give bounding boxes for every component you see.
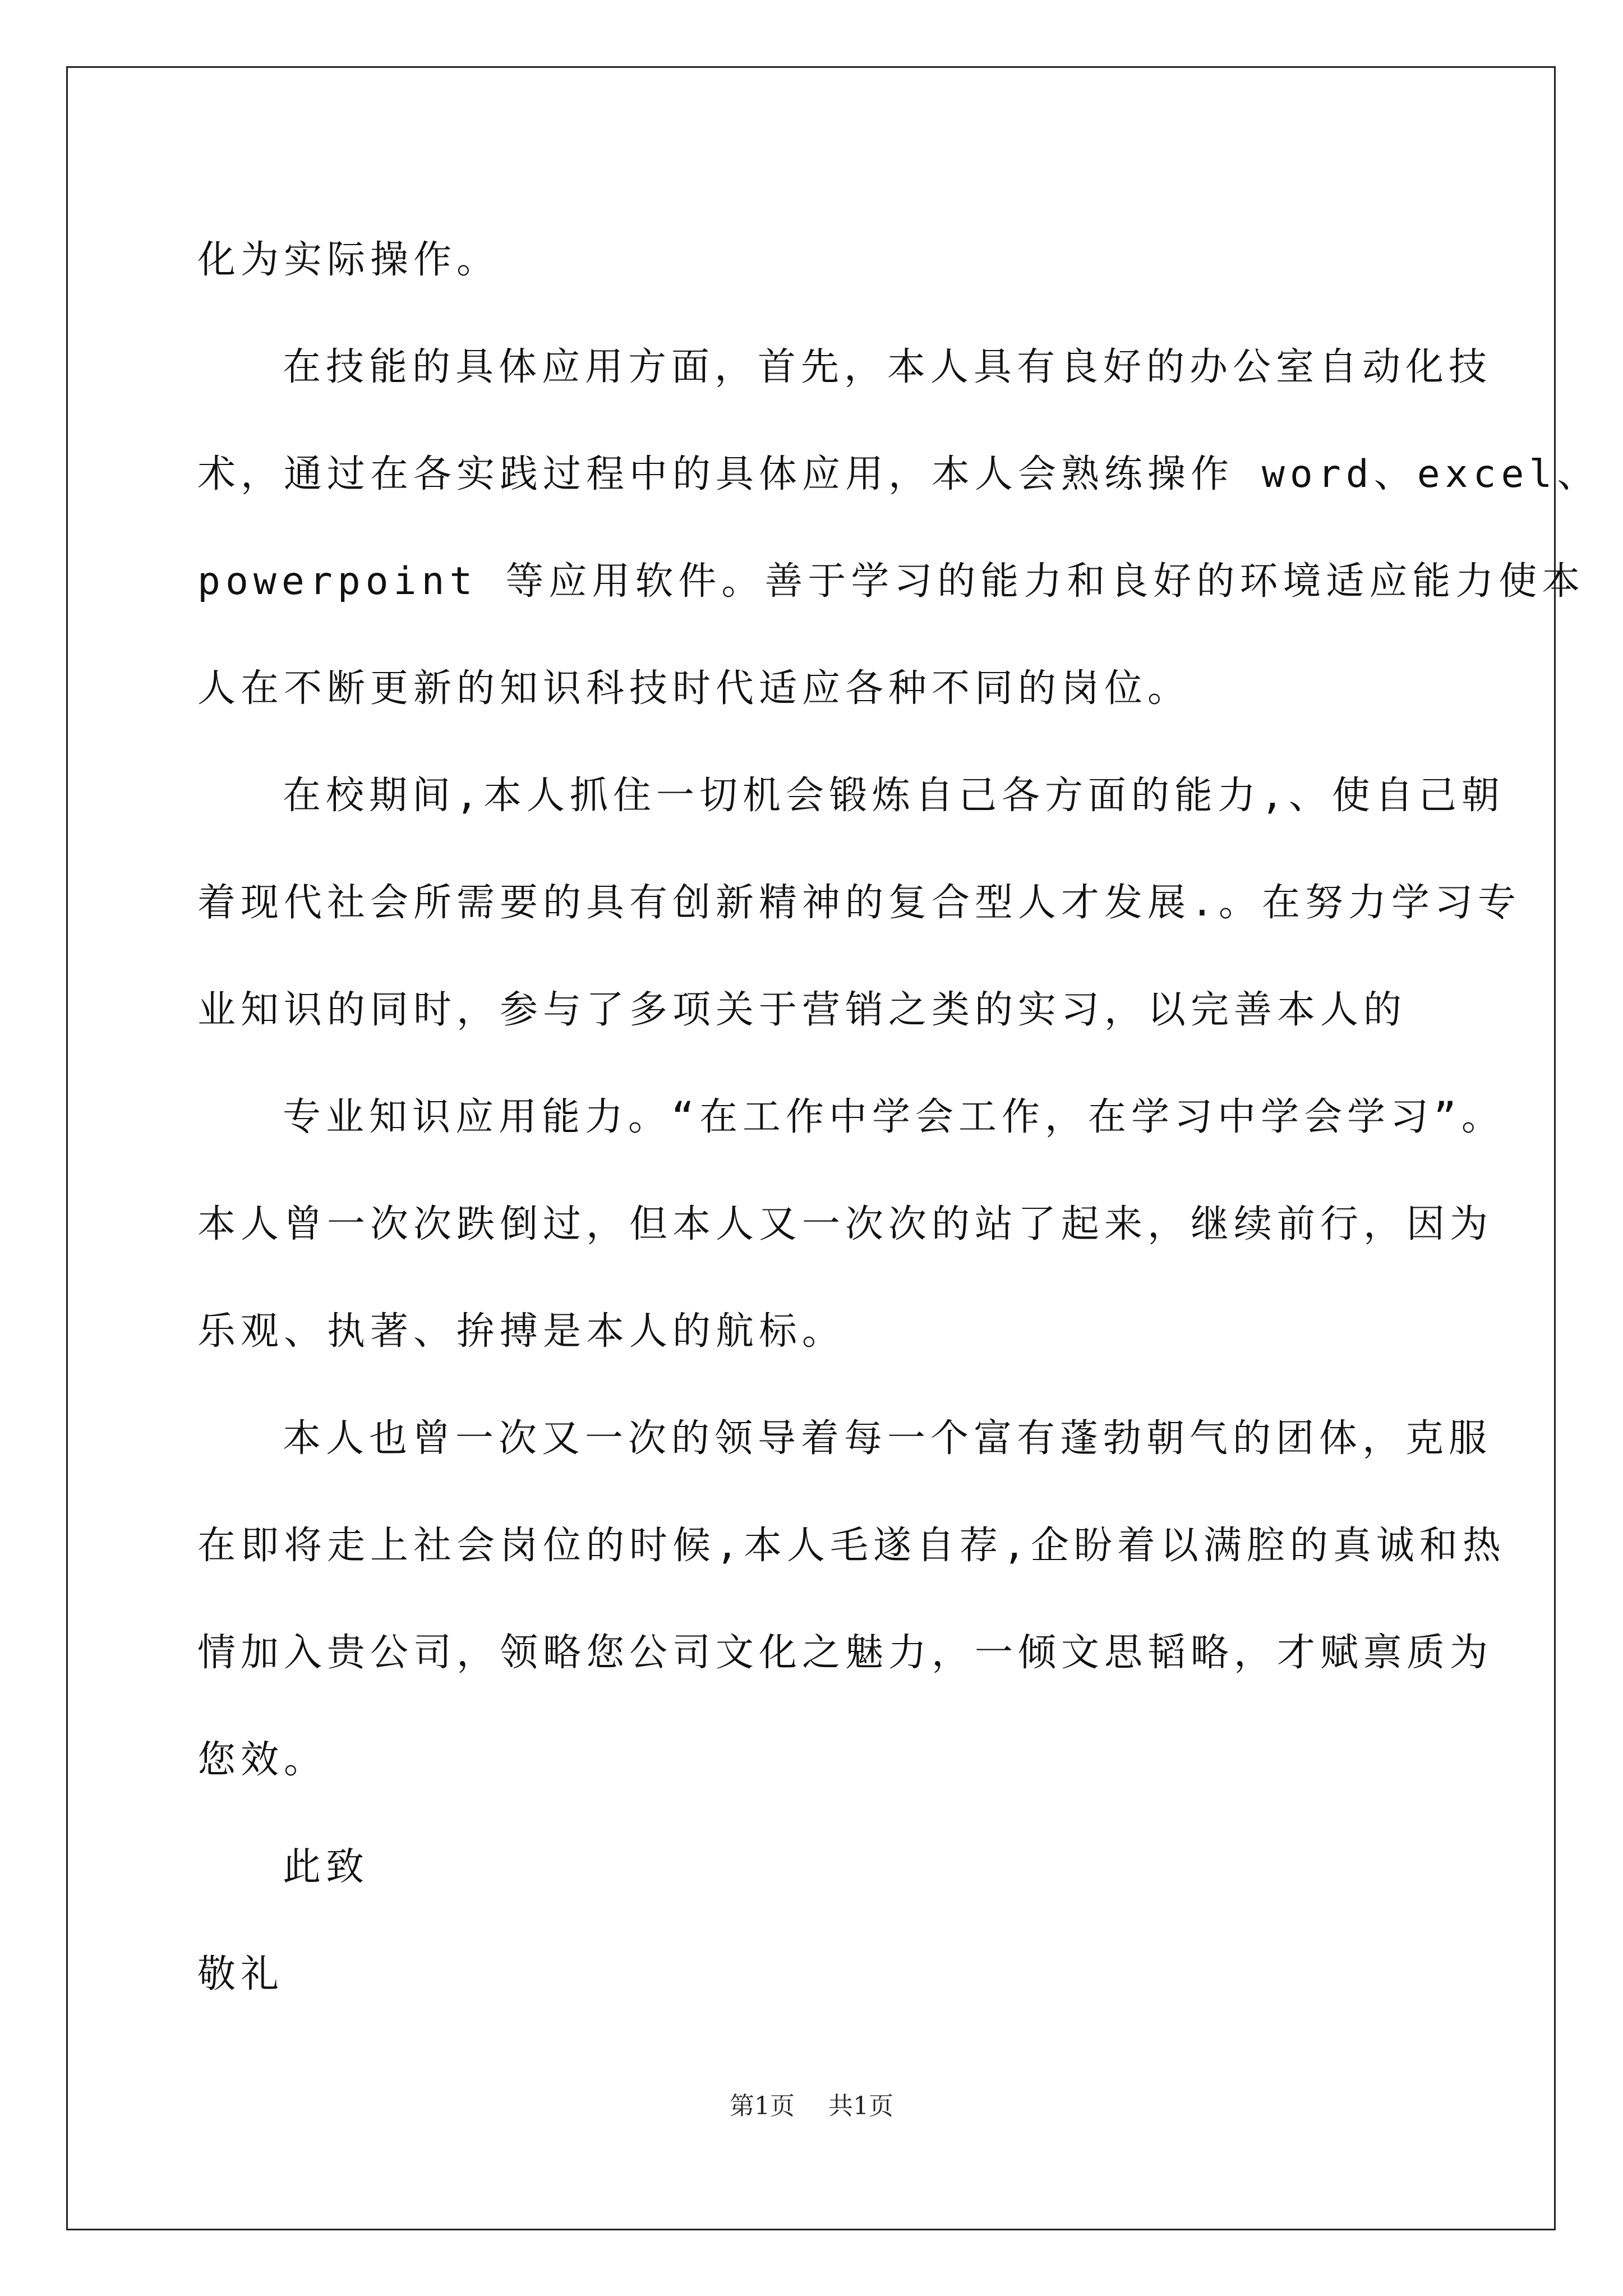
text-line: 人在不断更新的知识科技时代适应各种不同的岗位。 [197, 666, 1191, 711]
text-line: 化为实际操作。 [197, 238, 500, 282]
closing-salutation: 此致 [283, 1845, 370, 1889]
letter-body [197, 206, 1601, 2028]
text-line: 在校期间,本人抓住一切机会锻炼自己各方面的能力,、使自己朝 [283, 774, 1505, 818]
closing-regards: 敬礼 [197, 1952, 284, 1996]
text-line: 本人也曾一次又一次的领导着每一个富有蓬勃朝气的团体，克服 [283, 1416, 1492, 1461]
text-line: 情加入贵公司，领略您公司文化之魅力，一倾文思韬略，才赋禀质为 [197, 1631, 1493, 1675]
page-number-current: 第1页 [730, 2092, 795, 2120]
text-line: powerpoint 等应用软件。善于学习的能力和良好的环境适应能力使本 [197, 559, 1585, 604]
text-line: 专业知识应用能力。“在工作中学会工作，在学习中学会学习”。 [283, 1095, 1505, 1139]
page-footer [0, 2086, 1623, 2122]
text-line: 在即将走上社会岗位的时候,本人毛遂自荐,企盼着以满腔的真诚和热 [197, 1524, 1506, 1568]
text-line: 着现代社会所需要的具有创新精神的复合型人才发展.。在努力学习专 [197, 881, 1521, 925]
text-line: 本人曾一次次跌倒过，但本人又一次次的站了起来，继续前行，因为 [197, 1202, 1493, 1246]
text-line: 术，通过在各实践过程中的具体应用，本人会熟练操作 word、excel、 [197, 452, 1601, 496]
text-line: 业知识的同时，参与了多项关于营销之类的实习，以完善本人的 [197, 988, 1407, 1032]
text-line: 乐观、执著、拚搏是本人的航标。 [197, 1309, 846, 1354]
page-number-total: 共1页 [828, 2092, 893, 2120]
text-line: 您效。 [197, 1738, 328, 1782]
text-line: 在技能的具体应用方面，首先，本人具有良好的办公室自动化技 [283, 345, 1492, 389]
